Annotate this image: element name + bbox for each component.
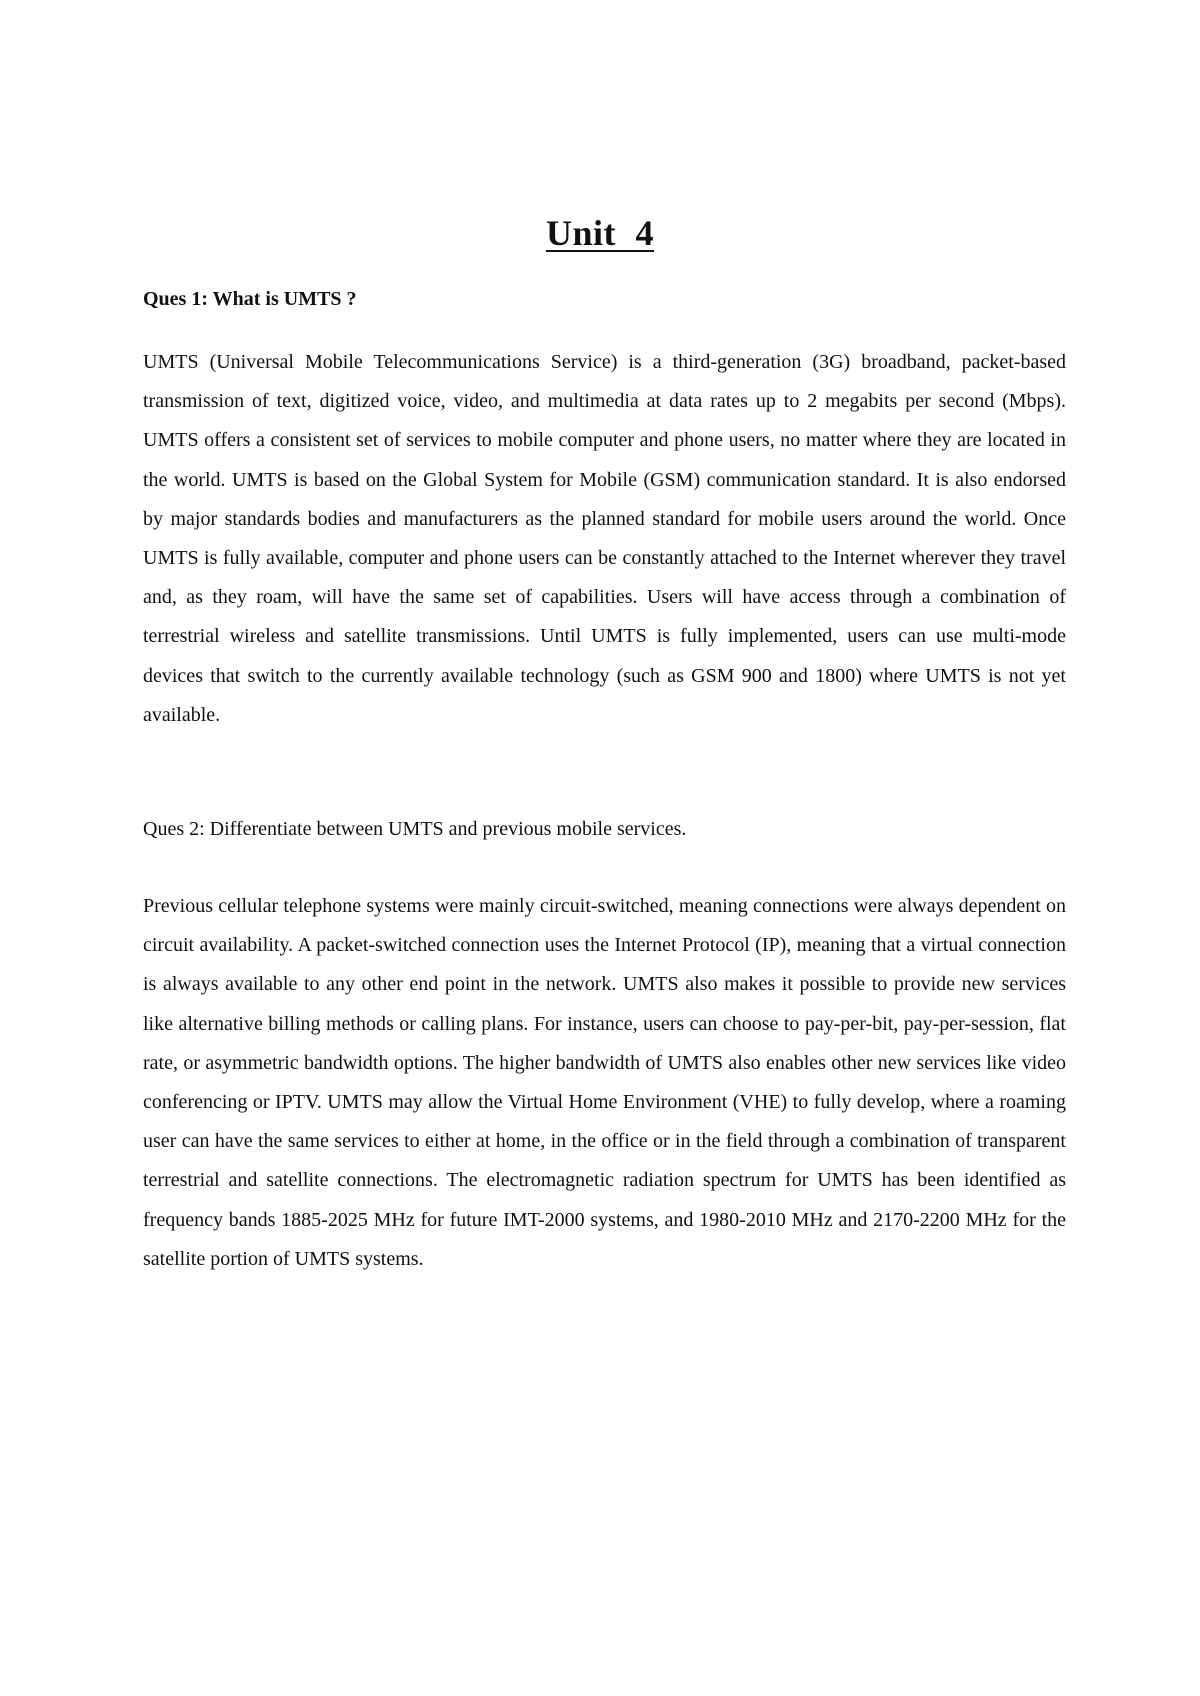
question-2-answer: Previous cellular telephone systems were mainly circuit-switched, meaning connections were always dependent on circuit availability. A packet-switched connection uses the Internet Protocol (IP), meaning that a virtual connection is always available to any other end point in the network. UMTS also makes it possible to provide new services like alternative billing methods or calling plans. For instance, users can choose to pay-per-bit, pay-per-session, flat rate, or asymmetric bandwidth options. The higher bandwidth of UMTS also enables other new services like video conferencing or IPTV. UMTS may allow the Virtual Home Environment (VHE) to fully develop, where a roaming user can have the same services to either at home, in the office or in the field through a combination of transparent terrestrial and satellite connections. The electromagnetic radiation spectrum for UMTS has been identified as frequency bands 1885-2025 MHz for future IMT-2000 systems, and 1980-2010 MHz and 2170-2200 MHz for the satellite portion of UMTS systems. xyxy=(143,895,1066,1270)
question-1-heading: Ques 1: What is UMTS ? xyxy=(143,288,357,310)
question-1-answer: UMTS (Universal Mobile Telecommunications Service) is a third-generation (3G) broadband, packet-based transmission of text, digitized voice, video, and multimedia at data rates up to 2 megabits per second (Mbps). UMTS offers a consistent set of services to mobile computer and phone users, no matter where they are located in the world. UMTS is based on the Global System for Mobile (GSM) communication standard. It is also endorsed by major standards bodies and manufacturers as the planned standard for mobile users around the world. Once UMTS is fully available, computer and phone users can be constantly attached to the Internet wherever they travel and, as they roam, will have the same set of capabilities. Users will have access through a combination of terrestrial wireless and satellite transmissions. Until UMTS is fully implemented, users can use multi-mode devices that switch to the currently available technology (such as GSM 900 and 1800) where UMTS is not yet available. xyxy=(143,351,1066,726)
page-title: Unit 4 xyxy=(545,213,654,253)
question-2-heading: Ques 2: Differentiate between UMTS and previous mobile services. xyxy=(143,818,687,840)
